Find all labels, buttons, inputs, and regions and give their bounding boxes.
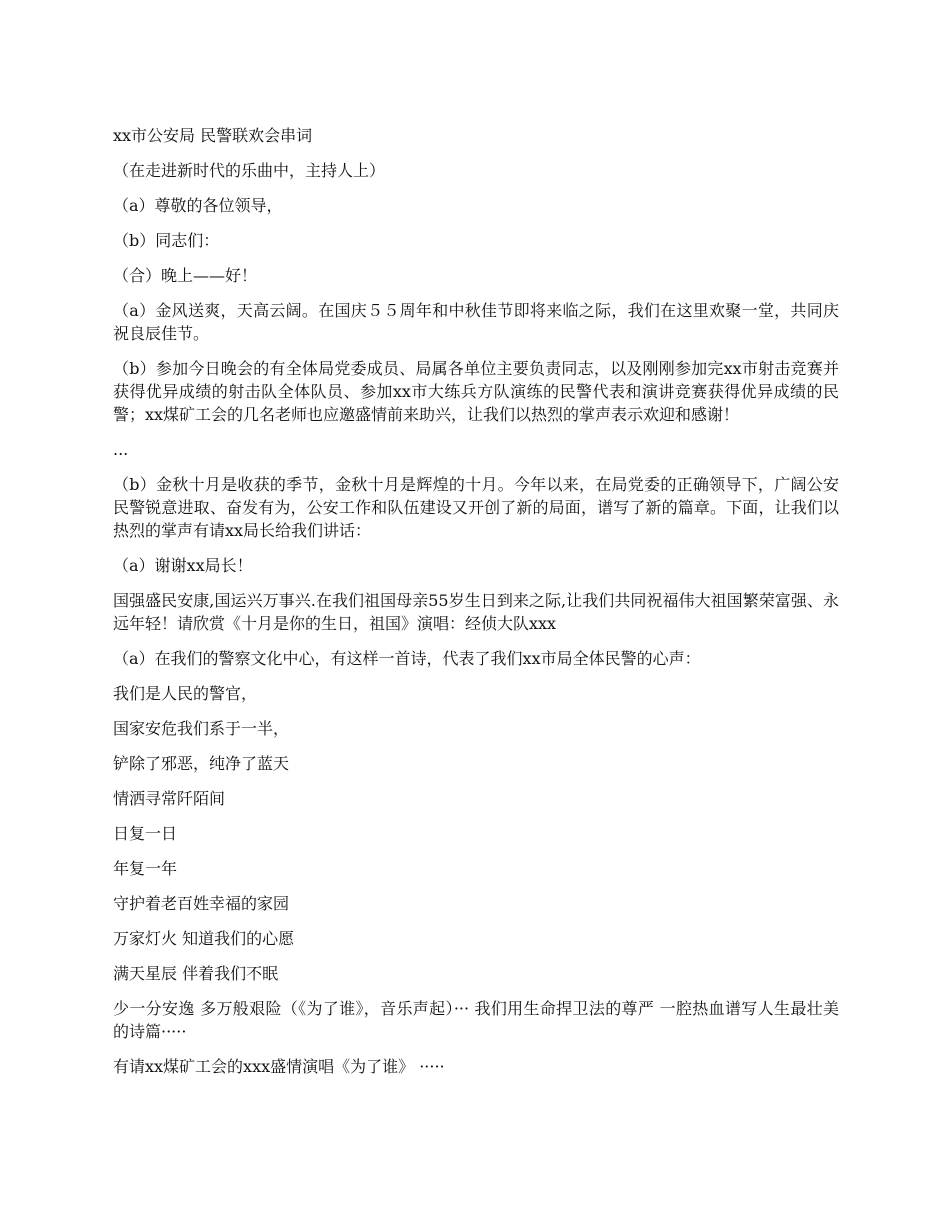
paragraph-21: 少一分安逸 多万般艰险（《为了谁》，音乐声起）··· 我们用生命捍卫法的尊严 一腔热血谱写人生最壮美的诗篇····· — [113, 999, 839, 1041]
poem-line-2: 国家安危我们系于一半， — [113, 719, 290, 738]
paragraph-11: （a）在我们的警察文化中心，有这样一首诗，代表了我们xx市局全体民警的心声： — [113, 649, 701, 668]
paragraph-5: （a）金风送爽，天高云阔。在国庆５５周年和中秋佳节即将来临之际，我们在这里欢聚一堂，共同庆祝良辰佳节。 — [113, 301, 839, 343]
document-page — [113, 124, 839, 1090]
paragraph-1: （在走进新时代的乐曲中，主持人上） — [113, 161, 386, 180]
paragraph-10: 国强盛民安康,国运兴万事兴.在我们祖国母亲55岁生日到来之际,让我们共同祝福伟大祖国繁荣富强、永远年轻！请欣赏《十月是你的生日，祖国》演唱：经侦大队xxx — [113, 591, 839, 633]
poem-line-4: 情洒寻常阡陌间 — [113, 789, 226, 808]
paragraph-8: （b）金秋十月是收获的季节，金秋十月是辉煌的十月。今年以来，在局党委的正确领导下，广阔公安民警锐意进取、奋发有为，公安工作和队伍建设又开创了新的局面，谱写了新的篇章。下面，让我们以热烈的掌声有请xx局长给我们讲话： — [113, 475, 839, 540]
poem-line-8: 万家灯火 知道我们的心愿 — [113, 929, 295, 948]
paragraph-9: （a）谢谢xx局长！ — [113, 556, 253, 575]
paragraph-2: （a）尊敬的各位领导， — [113, 196, 283, 215]
document-title: xx市公安局 民警联欢会串词 — [113, 126, 313, 145]
poem-line-3: 铲除了邪恶，纯净了蓝天 — [113, 754, 290, 773]
poem-line-5: 日复一日 — [113, 824, 178, 843]
poem-line-1: 我们是人民的警官， — [113, 684, 258, 703]
poem-line-6: 年复一年 — [113, 859, 178, 878]
paragraph-3: （b）同志们： — [113, 231, 220, 250]
poem-line-7: 守护着老百姓幸福的家园 — [113, 894, 290, 913]
paragraph-6: （b）参加今日晚会的有全体局党委成员、局属各单位主要负责同志，以及刚刚参加完xx市射击竞赛并获得优异成绩的射击队全体队员、参加xx市大练兵方队演练的民警代表和演讲竞赛获得优异成绩的民警；xx煤矿工会的几名老师也应邀盛情前来助兴，让我们以热烈的掌声表示欢迎和感谢！ — [113, 359, 839, 424]
paragraph-22: 有请xx煤矿工会的xxx盛情演唱《为了谁》 ····· — [113, 1057, 445, 1076]
paragraph-ellipsis: ... — [113, 440, 129, 459]
poem-line-9: 满天星辰 伴着我们不眠 — [113, 964, 279, 983]
paragraph-4: （合）晚上——好！ — [113, 266, 258, 285]
